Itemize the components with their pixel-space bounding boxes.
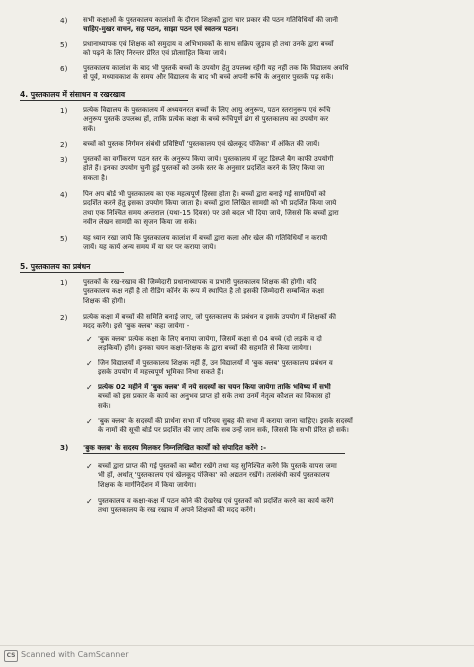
text-line: 'बुक क्लब' के सदस्यों की प्रार्थना सभा में परिचय सुबह की सभा में कराया जाना चाहिए। इसके सदस्यों bbox=[98, 417, 353, 425]
text-line: प्रत्येक विद्यालय के पुस्तकालय में अध्ययनरत बच्चों के लिए आयु अनुरूप, पठन स्तरानुरूप एवं रूचि bbox=[83, 106, 331, 114]
heading-underline bbox=[20, 100, 188, 101]
checkmark-bullet-icon: ✓ bbox=[86, 417, 93, 426]
text-line: बच्चों को पुस्तक निर्गमन संबंधी प्रविष्टियाँ 'पुस्तकालय एवं खेलकूद पंजिका' में अंकित की जायें। bbox=[83, 140, 320, 148]
checkmark-bullet-icon: ✓ bbox=[86, 335, 93, 344]
text-line: यह ध्यान रखा जाये कि पुस्तकालय कालांश में बच्चों द्वारा कला और खेल की गतिविधियाँ न करायी bbox=[83, 234, 328, 242]
text-line: मदद करेंगे। इसे 'बुक क्लब' कहा जायेगा - bbox=[83, 322, 190, 331]
subheading-underline bbox=[83, 453, 345, 454]
text-line: पुस्तकालय कक्ष नहीं है तो रीडिंग कॉर्नर के रूप में स्थापित है तो इसकी जिम्मेदारी सम्बन्धित कक्षा bbox=[83, 287, 324, 296]
paragraph-reading-activities bbox=[83, 16, 463, 35]
text-line: शिक्षक की होगी। bbox=[83, 296, 126, 305]
text-line: भी हों, अर्थात् 'पुस्तकालय एवं खेलकूद पंजिका' को अद्यतन रखेंगे। तत्संबंधी कार्य पुस्तकालय bbox=[98, 471, 330, 480]
heading-underline bbox=[20, 272, 124, 273]
paragraph-community-engagement bbox=[83, 40, 463, 59]
text-line: सकें। bbox=[83, 124, 96, 133]
checkmark-bullet-icon: ✓ bbox=[86, 497, 93, 506]
section-heading-management: 5. पुस्तकालय का प्रबंधन bbox=[20, 262, 91, 271]
text-line: जायें। यह कार्य अन्य समय में या घर पर कराया जाये। bbox=[83, 243, 216, 252]
text-line: बच्चों को इस प्रकार के कार्य का अनुभव प्राप्त हो सके तथा उनमें नेतृत्व कौशल का विकास हो bbox=[98, 392, 331, 401]
watermark-text: Scanned with CamScanner bbox=[21, 650, 129, 659]
text-line: सके। bbox=[98, 401, 111, 410]
text-line: जिन विद्यालयों में पुस्तकालय शिक्षक नहीं हैं, उन विद्यालयों में 'बुक क्लब' पुस्तकालय प्रबंधन व bbox=[98, 359, 333, 367]
list-number: 4) bbox=[60, 16, 68, 25]
text-line: सकता है। bbox=[83, 173, 108, 182]
bullet-member-rotation bbox=[98, 383, 464, 411]
bullet-reading-corner-care bbox=[98, 497, 464, 516]
text-line: को पढ़ने के लिए निरन्तर प्रेरित एवं प्रोत्साहित किया जाये। bbox=[83, 49, 227, 58]
bullet-member-introduction bbox=[98, 417, 464, 436]
paragraph-age-appropriate-books bbox=[83, 106, 463, 134]
scan-footer-divider bbox=[0, 645, 474, 646]
text-line: नवीन लेखन सामग्री का सृजन किया जा सके। bbox=[83, 218, 197, 227]
text-line: 'बुक क्लब' प्रत्येक कक्षा के लिए बनाया जायेगा, जिसमें कक्षा से 04 बच्चे (दो लड़के व दो bbox=[98, 335, 322, 343]
subheading-club-duties: 'बुक क्लब' के सदस्य मिलकर निम्नलिखित कार्यों को संपादित करेंगे :- bbox=[83, 443, 267, 452]
camscanner-watermark bbox=[4, 650, 129, 662]
list-number: 5) bbox=[60, 234, 68, 243]
text-line: शिक्षक के मार्गनिर्देशन में किया जायेगा। bbox=[98, 480, 197, 489]
text-line: पुस्तकालय व कक्षा-कक्ष में पठन कोने की देखरेख एवं पुस्तकों को प्रदर्शित करने का कार्य करेंगे bbox=[98, 497, 334, 505]
paragraph-book-availability bbox=[83, 64, 463, 83]
list-number: 3) bbox=[60, 443, 69, 452]
section-heading-resources: 4. पुस्तकालय में संसाधन व रखरखाव bbox=[20, 90, 126, 99]
bullet-record-keeping bbox=[98, 462, 464, 490]
text-line: तथा एक निश्चित समय अन्तराल (यथा-15 दिवस) पर उसे बदल भी दिया जाये, जिससे कि बच्चों द्वारा bbox=[83, 208, 339, 217]
list-number: 6) bbox=[60, 64, 68, 73]
list-number: 2) bbox=[60, 313, 68, 322]
paragraph-classification bbox=[83, 155, 463, 183]
text-line: प्रत्येक 02 महीने में 'बुक क्लब' में नये सदस्यों का चयन किया जायेगा ताकि भविष्य में सभी bbox=[98, 383, 331, 391]
bullet-no-library-teacher bbox=[98, 359, 464, 378]
text-line: इसके उपयोग में महत्त्वपूर्ण भूमिका निभा सकते हैं। bbox=[98, 368, 224, 377]
text-line: पुस्तकालय कालांश के बाद भी पुस्तकें बच्चों के उपयोग हेतु उपलब्ध रहेंगी यह नहीं तक कि विद्यालय अवधि bbox=[83, 64, 349, 72]
text-line: प्रदर्शित करने हेतु इसका उपयोग किया जाता है। बच्चों द्वारा लिखित सामग्री को भी प्रदर्शित किया जाये bbox=[83, 199, 337, 208]
list-number: 2) bbox=[60, 140, 68, 149]
text-line: प्रत्येक कक्षा में बच्चों की समिति बनाई जाए, जो पुस्तकालय के प्रबंधन व इसके उपयोग में शिक्षकों की bbox=[83, 313, 336, 321]
text-line: लड़कियाँ) होंगे। इनका चयन कक्षा-शिक्षक के द्वारा बच्चों की सहमति से किया जायेगा। bbox=[98, 344, 312, 353]
paragraph-no-art-activities bbox=[83, 234, 463, 253]
paragraph-pin-up-board bbox=[83, 190, 463, 228]
text-line: सभी कक्षाओं के पुस्तकालय कालांशों के दौरान शिक्षकों द्वारा चार प्रकार की पठन गतिविधियों की जानी bbox=[83, 16, 338, 24]
text-line: के नामों की सूची बोर्ड पर प्रदर्शित की जाए ताकि सब उन्हें जान सकें, जिससे कि सभी प्रेरित हो सकें। bbox=[98, 426, 349, 435]
text-line: तथा पुस्तकालय के रख रखाव में अपने शिक्षकों की मदद करेंगे। bbox=[98, 506, 256, 515]
camscanner-logo-icon: CS bbox=[4, 650, 18, 662]
text-line: पिन अप बोर्ड भी पुस्तकालय का एक महत्वपूर्ण हिस्सा होता है। बच्चों द्वारा बनाई गई सामग्रियों को bbox=[83, 190, 326, 198]
text-line: पुस्तकों का वर्गीकरण पठन स्तर के अनुरूप किया जाये। पुस्तकालय में जूट डिस्प्ले बैग काफी उपयोगी bbox=[83, 155, 334, 163]
bullet-club-formation bbox=[98, 335, 464, 354]
list-number: 1) bbox=[60, 278, 68, 287]
paragraph-maintenance-responsibility bbox=[83, 278, 463, 306]
text-line: चाहिए-मुखर वाचन, सह पठन, साझा पठन एवं स्वतन्त्र पठन। bbox=[83, 25, 239, 34]
text-line: प्रधानाध्यापक एवं शिक्षक को समुदाय व अभिभावकों के साथ सक्रिय जुड़ाव हो तथा उनके द्वारा बच्चों bbox=[83, 40, 334, 48]
list-number: 1) bbox=[60, 106, 68, 115]
list-number: 5) bbox=[60, 40, 68, 49]
paragraph-book-club bbox=[83, 313, 463, 332]
text-line: पुस्तकों के रख-रखाव की जिम्मेदारी प्रधानाध्यापक व प्रभारी पुस्तकालय शिक्षक की होगी। यदि bbox=[83, 278, 317, 286]
text-line: बच्चों द्वारा प्राप्त की गई पुस्तकों का ब्यौरा रखेंगे तथा यह सुनिश्चित करेंगे कि पुस्तकें वापस जमा bbox=[98, 462, 337, 470]
list-number: 3) bbox=[60, 155, 68, 164]
text-line: होते हैं। इनका उपयोग चुनी हुई पुस्तकों को उनके स्तर के अनुसार प्रदर्शित करने के लिए किया जा bbox=[83, 164, 325, 173]
text-line: से पूर्व, मध्यावकाश के समय और विद्यालय के बाद भी बच्चे अपनी रूचि के अनुसार पुस्तकें पढ़ सकें। bbox=[83, 73, 334, 82]
paragraph-issue-register bbox=[83, 140, 463, 149]
list-number: 4) bbox=[60, 190, 68, 199]
checkmark-bullet-icon: ✓ bbox=[86, 383, 93, 392]
text-line: अनुरूप पुस्तकें उपलब्ध हों, ताकि प्रत्येक कक्षा के बच्चे रूचिपूर्ण ढंग से पुस्तकालय का उपयोग कर bbox=[83, 115, 329, 124]
checkmark-bullet-icon: ✓ bbox=[86, 359, 93, 368]
checkmark-bullet-icon: ✓ bbox=[86, 462, 93, 471]
